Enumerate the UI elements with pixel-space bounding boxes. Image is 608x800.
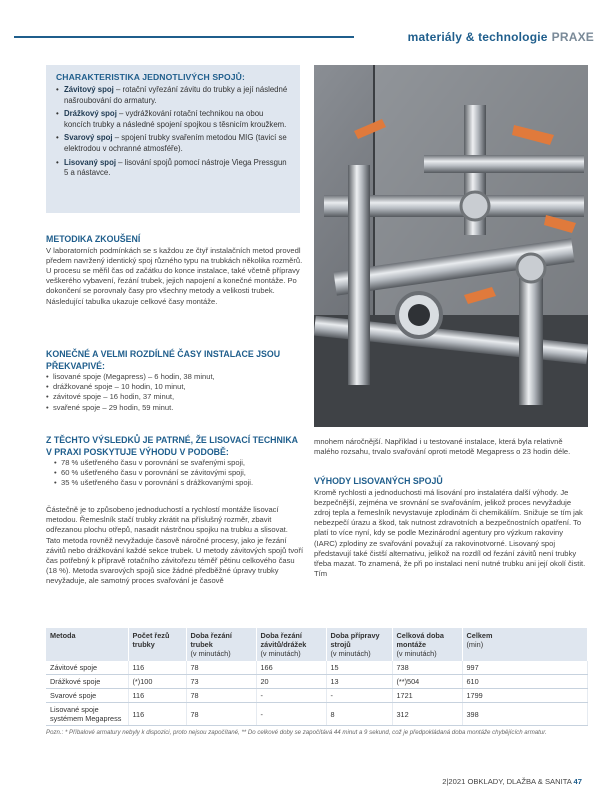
advantages-text: Kromě rychlosti a jednoduchosti má lisování pro instalatéra další výhody. Je bezpečnější, zejména ve srovnání se svařováním, jelikož proces nevyžaduje zdroj tepla a řemeslník nevystavuje zplodinám či chemikáliím. Snižuje se tím jak nebezpečí úrazu a škod, tak nutnost zdravotních a bezpečnostních opatření. To platí to více nyní, kdy se podle Mezinárodní agentury pro výzkum rakoviny (IARC) zplodiny ze svařování považují za rakovinotvorné. Lisovaný spoj představují také čistší alternativu, jelikož na rozdíl od řezání závitů není trubky třeba mazat. To znamená, že při po instalaci není nutné trubku ani její okolí čistit. Tím	[314, 487, 586, 579]
term: Drážkový spoj	[64, 109, 117, 119]
table-note: Pozn.: * Příbalové armatury nebyly k dispozici, proto nejsou započítané, ** Do celkové doby se započítává 44 minut a 9 sekund, což je předpokládaná doba montáže chybějících armatur.	[46, 729, 547, 736]
table-row	[46, 661, 588, 675]
stainless-pipes-image	[314, 65, 588, 427]
joints-characteristics-box	[46, 65, 300, 213]
pipes-photo	[314, 65, 588, 427]
table-cell: 312	[392, 703, 462, 726]
table-cell: 78	[186, 689, 256, 703]
magazine-name: OBKLADY, DLAŽBA & SANITA	[467, 777, 572, 786]
table-cell: Závitové spoje	[46, 661, 128, 675]
table-cell: 73	[186, 675, 256, 689]
definition: – vydrážkování rotační technikou na obou koncích trubky a následné spojení spojkou s těsnicím kroužkem.	[64, 109, 287, 129]
right-continuation	[314, 437, 588, 457]
table-cell: 610	[462, 675, 588, 689]
section-name: materiály & technologie	[407, 30, 548, 44]
table-row	[46, 675, 588, 689]
advantages-section	[314, 476, 588, 579]
table-cell: 1721	[392, 689, 462, 703]
table-cell: Drážkové spoje	[46, 675, 128, 689]
table-cell: Svarové spoje	[46, 689, 128, 703]
list-item: • 60 % ušetřeného času v porovnání se závitovými spoji,	[54, 468, 304, 478]
table-cell: (**)504	[392, 675, 462, 689]
results-list	[54, 458, 304, 489]
page-number: 47	[573, 777, 582, 786]
list-item	[56, 158, 290, 179]
list-item: • závitové spoje – 16 hodin, 37 minut,	[46, 392, 304, 402]
box-title: CHARAKTERISTIKA JEDNOTLIVÝCH SPOJŮ:	[56, 72, 245, 82]
table-cell: -	[256, 703, 326, 726]
list-item	[56, 85, 290, 106]
table-cell: 997	[462, 661, 588, 675]
table-cell: 78	[186, 703, 256, 726]
install-times-title: KONEČNÉ A VELMI ROZDÍLNÉ ČASY INSTALACE JSOU PŘEKVAPIVÉ:	[46, 349, 281, 371]
left-paragraph	[46, 505, 304, 587]
table-cell: 8	[326, 703, 392, 726]
section-header	[408, 30, 594, 44]
column-header: Doba řezání trubek (v minutách)	[186, 628, 256, 661]
section-tag: PRAXE	[551, 30, 594, 44]
term: Svarový spoj	[64, 133, 113, 143]
methodology-title: METODIKA ZKOUŠENÍ	[46, 234, 141, 244]
list-item	[56, 109, 290, 130]
table-header-row	[46, 628, 588, 661]
list-item: • drážkované spoje – 10 hodin, 10 minut,	[46, 382, 304, 392]
table-cell: 398	[462, 703, 588, 726]
advantages-title: VÝHODY LISOVANÝCH SPOJŮ	[314, 476, 443, 486]
table-cell: 166	[256, 661, 326, 675]
column-header: Doba přípravy strojů (v minutách)	[326, 628, 392, 661]
list-item: • svařené spoje – 29 hodin, 59 minut.	[46, 403, 304, 413]
term: Závitový spoj	[64, 85, 114, 94]
column-header: Metoda	[46, 628, 128, 661]
table-cell: 13	[326, 675, 392, 689]
list-item	[56, 133, 290, 154]
column-header: Celková doba montáže (v minutách)	[392, 628, 462, 661]
column-header: Celkem (min)	[462, 628, 588, 661]
table-cell: 116	[128, 689, 186, 703]
install-times-section	[46, 349, 304, 413]
header-rule	[14, 36, 354, 38]
definition: – spojení trubky svařením metodou MIG (tavicí se elektrodou v ochranné atmosféře).	[64, 133, 287, 153]
table-cell: 738	[392, 661, 462, 675]
list-item: • 78 % ušetřeného času v porovnání se svařenými spoji,	[54, 458, 304, 468]
comparison-table	[46, 628, 588, 726]
table-row	[46, 689, 588, 703]
table-cell: 20	[256, 675, 326, 689]
table-cell: 116	[128, 703, 186, 726]
table-cell: (*)100	[128, 675, 186, 689]
table-cell: 78	[186, 661, 256, 675]
body-text: mnohem náročnější. Například i u testované instalace, která byla relativně malého rozsahu, trvalo svařování oproti metodě Megapress o 23 hodin déle.	[314, 437, 571, 457]
body-text: Částečně je to způsobeno jednoduchostí a rychlostí montáže lisovací metodou. Řemeslník stačí trubky zkrátit na příslušný rozměr, zbavit odřezanou plochu otřepů, nasadit nástrčnou spojku na trubku a slisovat. Tato metoda rovněž nevyžaduje časově náročné procesy, jako je řezání závitů nebo drážkování každé sekce trubek. U metody závitových spojů tvoří čas potřebný k přípravě rotačního závitořezu téměř pětinu celkového času (18 %). Metoda svarových spojů sice žádné předběžné úpravy trubky nevyžaduje, ale samotný proces svařování je časově	[46, 505, 304, 586]
term: Lisovaný spoj	[64, 157, 116, 167]
table-cell: 1799	[462, 689, 588, 703]
table-cell: 116	[128, 661, 186, 675]
results-title: Z TĚCHTO VÝSLEDKŮ JE PATRNÉ, ŽE LISOVACÍ TECHNIKA V PRAXI POSKYTUJE VÝHODU V PODOBĚ:	[46, 435, 298, 457]
methodology-text: V laboratorních podmínkách se s každou ze čtyř instalačních metod provedl předem navržený identický spoj různého typu na trubkách několika rozměrů. U procesu se měřil čas od začátku do konce instalace, také včetně přípravy veškerého vybavení, řezání trubek, jejich napojení a konečné montáže. Po dokončení se porovnaly časy pro všechny metody a velikosti trubek. Následující tabulka ukazuje celkové časy montáže.	[46, 245, 303, 306]
comparison-table-wrap	[46, 628, 588, 737]
results-section	[46, 435, 304, 489]
issue-number: 2|2021	[442, 777, 466, 786]
page-footer	[442, 777, 582, 786]
install-times-list	[46, 372, 304, 413]
table-cell: 15	[326, 661, 392, 675]
definition: – rotační vyřezání závitu do trubky a její následné našroubování do armatury.	[64, 85, 288, 105]
list-item: • lisované spoje (Megapress) – 6 hodin, 38 minut,	[46, 372, 304, 382]
list-item: • 35 % ušetřeného času v porovnání s drážkovanými spoji.	[54, 478, 304, 488]
column-header: Počet řezů trubky	[128, 628, 186, 661]
methodology-section	[46, 234, 304, 307]
table-cell: -	[326, 689, 392, 703]
table-cell: Lisované spoje systémem Megapress	[46, 703, 128, 726]
joints-list	[56, 85, 290, 179]
column-header: Doba řezání závitů/drážek (v minutách)	[256, 628, 326, 661]
table-row	[46, 703, 588, 726]
definition: – lisování spojů pomocí nástroje Viega Pressgun 5 a nástavce.	[64, 157, 287, 178]
table-cell: -	[256, 689, 326, 703]
